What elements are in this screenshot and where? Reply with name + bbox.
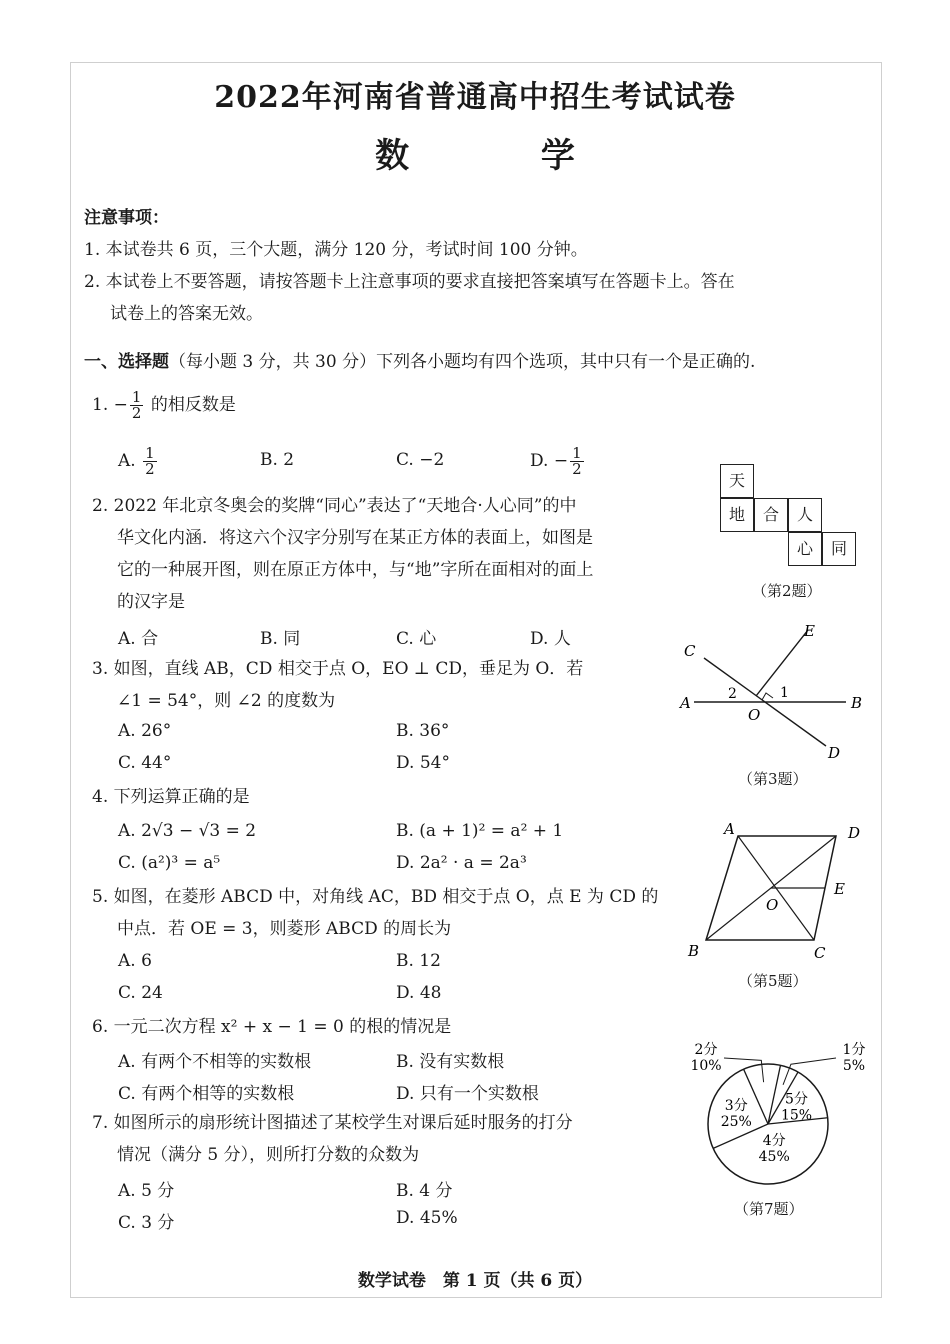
q1-fraction-den: 2: [131, 404, 142, 422]
q1-fraction-num: 1: [131, 388, 142, 406]
q1-minus: −: [113, 395, 128, 415]
exam-subject: 数 学: [375, 136, 635, 176]
q3-option-a: A. 26°: [118, 721, 172, 741]
q7-option-a: A. 5 分: [118, 1181, 175, 1201]
label-b: B: [851, 694, 863, 712]
label-angle-2: 2: [728, 686, 737, 702]
q2-line-2: 华文化内涵．将这六个汉字分别写在某正方体的表面上，如图是: [117, 528, 593, 548]
q3-line-1: 3. 如图，直线 AB，CD 相交于点 O，EO ⊥ CD，垂足为 O．若: [92, 659, 584, 679]
q7-option-b: B. 4 分: [396, 1181, 453, 1201]
q1-option-a-label: A.: [118, 451, 136, 471]
q1-option-a-num: 1: [145, 444, 155, 462]
label-a: A: [680, 694, 691, 712]
q1-option-d-fraction: [570, 446, 584, 477]
q2-line-1: 2. 2022 年北京冬奥会的奖牌“同心”表达了“天地合·人心同”的中: [92, 496, 577, 516]
label-angle-1: 1: [780, 685, 789, 701]
pie-value-3: 45%: [758, 1149, 790, 1166]
net-cell-he: 合: [754, 498, 788, 532]
q1-stem: 的相反数是: [150, 395, 236, 415]
q7-line-2: 情况（满分 5 分），则所打分数的众数为: [117, 1145, 420, 1165]
q7-line-1: 7. 如图所示的扇形统计图描述了某校学生对课后延时服务的打分: [92, 1113, 573, 1133]
page-footer: 数学试卷 第 1 页（共 6 页）: [357, 1271, 593, 1291]
label-c: C: [814, 944, 826, 962]
section-label: 一、选择题: [84, 352, 169, 372]
label-d: D: [848, 824, 861, 842]
net-cell-di: 地: [720, 498, 754, 532]
q5-option-b: B. 12: [396, 951, 441, 971]
q5-option-a: A. 6: [118, 951, 152, 971]
q2-option-a: A. 合: [118, 629, 159, 649]
figure-caption-7: （第7题）: [734, 1200, 804, 1218]
label-d: D: [828, 744, 841, 762]
q4-line: 4. 下列运算正确的是: [92, 787, 250, 807]
q1-option-a-fraction: [143, 446, 157, 477]
q4-option-a: A. 2√3 − √3 = 2: [118, 821, 257, 841]
label-c: C: [684, 642, 696, 660]
notice-heading: 注意事项：: [84, 208, 169, 228]
figure-caption-3: （第3题）: [738, 770, 808, 788]
q2-line-4: 的汉字是: [117, 592, 185, 612]
q2-option-d: D. 人: [530, 629, 571, 649]
q3-option-b: B. 36°: [396, 721, 450, 741]
notice-item-1: 1. 本试卷共 6 页，三个大题，满分 120 分，考试时间 100 分钟。: [84, 240, 588, 260]
rhombus-figure: [684, 818, 870, 968]
pie-label-5: 2分: [694, 1042, 718, 1058]
pie-value-4: 25%: [720, 1113, 752, 1130]
q1-number: 1.: [92, 395, 109, 415]
pie-label-4: 3分: [724, 1097, 748, 1114]
notice-item-2-cont: 试卷上的答案无效。: [110, 304, 263, 324]
q6-option-b: B. 没有实数根: [396, 1052, 505, 1072]
cube-net-figure: [720, 464, 860, 574]
net-cell-tian: 天: [720, 464, 754, 498]
q6-option-c: C. 有两个相等的实数根: [118, 1084, 295, 1104]
exam-title: 2022年河南省普通高中招生考试试卷: [214, 80, 736, 115]
angle-figure: [676, 620, 870, 765]
q2-option-c: C. 心: [396, 629, 437, 649]
question-1: [92, 390, 236, 421]
q1-option-d: [530, 446, 586, 477]
q6-line: 6. 一元二次方程 x² + x − 1 = 0 的根的情况是: [92, 1017, 452, 1037]
label-o: O: [748, 706, 761, 724]
label-e: E: [834, 880, 845, 898]
q7-option-d: D. 45%: [396, 1208, 458, 1228]
net-cell-ren: 人: [788, 498, 822, 532]
label-e: E: [804, 622, 815, 640]
q5-line-1: 5. 如图，在菱形 ABCD 中，对角线 AC，BD 相交于点 O，点 E 为 CD 的: [92, 887, 659, 907]
q5-option-c: C. 24: [118, 983, 163, 1003]
pie-label-2: 5分: [785, 1091, 808, 1108]
pie-slice-1-edge: [768, 1065, 780, 1124]
q5-line-2: 中点．若 OE = 3，则菱形 ABCD 的周长为: [117, 919, 452, 939]
right-angle-mark: [762, 693, 773, 700]
pie-value-1: 5%: [842, 1058, 866, 1074]
pie-chart: [684, 1034, 870, 1194]
pie-label-1: 1分: [842, 1042, 866, 1058]
section-heading: [84, 350, 755, 374]
net-cell-tong: 同: [822, 532, 856, 566]
q6-option-a: A. 有两个不相等的实数根: [118, 1052, 312, 1072]
label-o: O: [766, 896, 779, 914]
pie-value-5: 10%: [690, 1058, 722, 1074]
q4-option-c: C. (a²)³ = a⁵: [118, 853, 221, 873]
q1-option-a-den: 2: [145, 460, 155, 478]
q7-option-c: C. 3 分: [118, 1213, 175, 1233]
q2-line-3: 它的一种展开图，则在原正方体中，与“地”字所在面相对的面上: [117, 560, 594, 580]
section-detail: （每小题 3 分，共 30 分）下列各小题均有四个选项，其中只有一个是正确的.: [169, 352, 756, 372]
pie-label-3: 4分: [762, 1133, 786, 1150]
q1-fraction: [130, 390, 144, 421]
q1-option-c: C. −2: [396, 450, 445, 470]
notice-item-2: 2. 本试卷上不要答题，请按答题卡上注意事项的要求直接把答案填写在答题卡上。答在: [84, 272, 735, 292]
q3-line-2: ∠1 = 54°，则 ∠2 的度数为: [117, 691, 336, 711]
q4-option-b: B. (a + 1)² = a² + 1: [396, 821, 564, 841]
q1-option-b: B. 2: [260, 450, 295, 470]
q3-option-d: D. 54°: [396, 753, 450, 773]
q1-option-d-num: 1: [572, 444, 582, 462]
figure-caption-2: （第2题）: [752, 582, 822, 600]
q1-option-d-label: D. −: [530, 451, 569, 471]
q5-option-d: D. 48: [396, 983, 442, 1003]
q4-option-d: D. 2a² · a = 2a³: [396, 853, 527, 873]
q6-option-d: D. 只有一个实数根: [396, 1084, 539, 1104]
q2-option-b: B. 同: [260, 629, 301, 649]
label-b: B: [688, 942, 700, 960]
label-a: A: [724, 820, 735, 838]
q1-option-a: [118, 446, 159, 477]
pie-value-2: 15%: [780, 1107, 813, 1124]
figure-caption-5: （第5题）: [738, 972, 808, 990]
q1-option-d-den: 2: [572, 460, 582, 478]
q3-option-c: C. 44°: [118, 753, 172, 773]
net-cell-xin: 心: [788, 532, 822, 566]
